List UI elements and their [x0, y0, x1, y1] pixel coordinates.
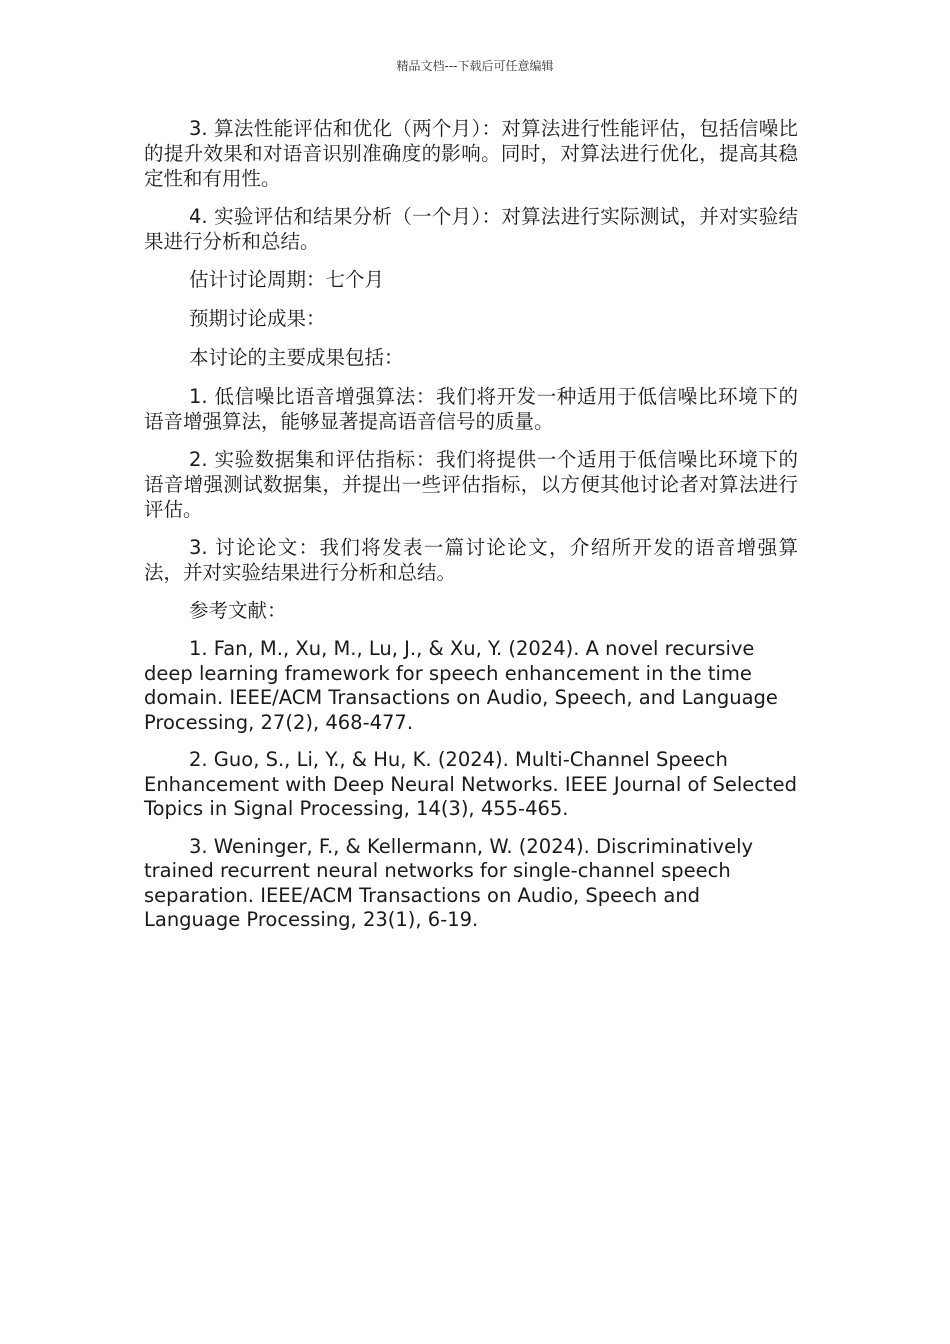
paragraph-result-paper: 3. 讨论论文：我们将发表一篇讨论论文，介绍所开发的语音增强算法，并对实验结果进行分析和总结。 [144, 536, 798, 584]
paragraph-result-dataset: 2. 实验数据集和评估指标：我们将提供一个适用于低信噪比环境下的语音增强测试数据集，并提出一些评估指标，以方便其他讨论者对算法进行评估。 [144, 448, 798, 521]
paragraph-estimated-period: 估计讨论周期：七个月 [189, 268, 385, 291]
document-body [144, 116, 798, 946]
reference-item: 1. Fan, M., Xu, M., Lu, J., & Xu, Y. (2024). A novel recursive deep learning framework for speech enhancement in the time domain. IEEE/ACM Transactions on Audio, Speech, and Language Processing, 27(2), 468-477. [144, 637, 778, 734]
paragraph-algorithm-evaluation: 3. 算法性能评估和优化（两个月）：对算法进行性能评估，包括信噪比的提升效果和对语音识别准确度的影响。同时，对算法进行优化，提高其稳定性和有用性。 [144, 117, 798, 190]
paragraph-result-algorithm: 1. 低信噪比语音增强算法：我们将开发一种适用于低信噪比环境下的语音增强算法，能够显著提高语音信号的质量。 [144, 385, 798, 433]
reference-item: 3. Weninger, F., & Kellermann, W. (2024). Discriminatively trained recurrent neural networks for single-channel speech separation. IEEE/ACM Transactions on Audio, Speech and Language Processing, 23(1), 6-19. [144, 834, 754, 931]
paragraph-main-results-intro: 本讨论的主要成果包括： [189, 346, 404, 369]
references-heading: 参考文献： [189, 599, 287, 622]
paragraph-expected-results-heading: 预期讨论成果： [189, 307, 326, 330]
paragraph-experiment-analysis: 4. 实验评估和结果分析（一个月）：对算法进行实际测试，并对实验结果进行分析和总结。 [144, 205, 798, 253]
page-header: 精品文档---下载后可任意编辑 [396, 59, 554, 73]
reference-item: 2. Guo, S., Li, Y., & Hu, K. (2024). Multi-Channel Speech Enhancement with Deep Neural Networks. IEEE Journal of Selected Topics in Signal Processing, 14(3), 455-465. [144, 748, 797, 820]
